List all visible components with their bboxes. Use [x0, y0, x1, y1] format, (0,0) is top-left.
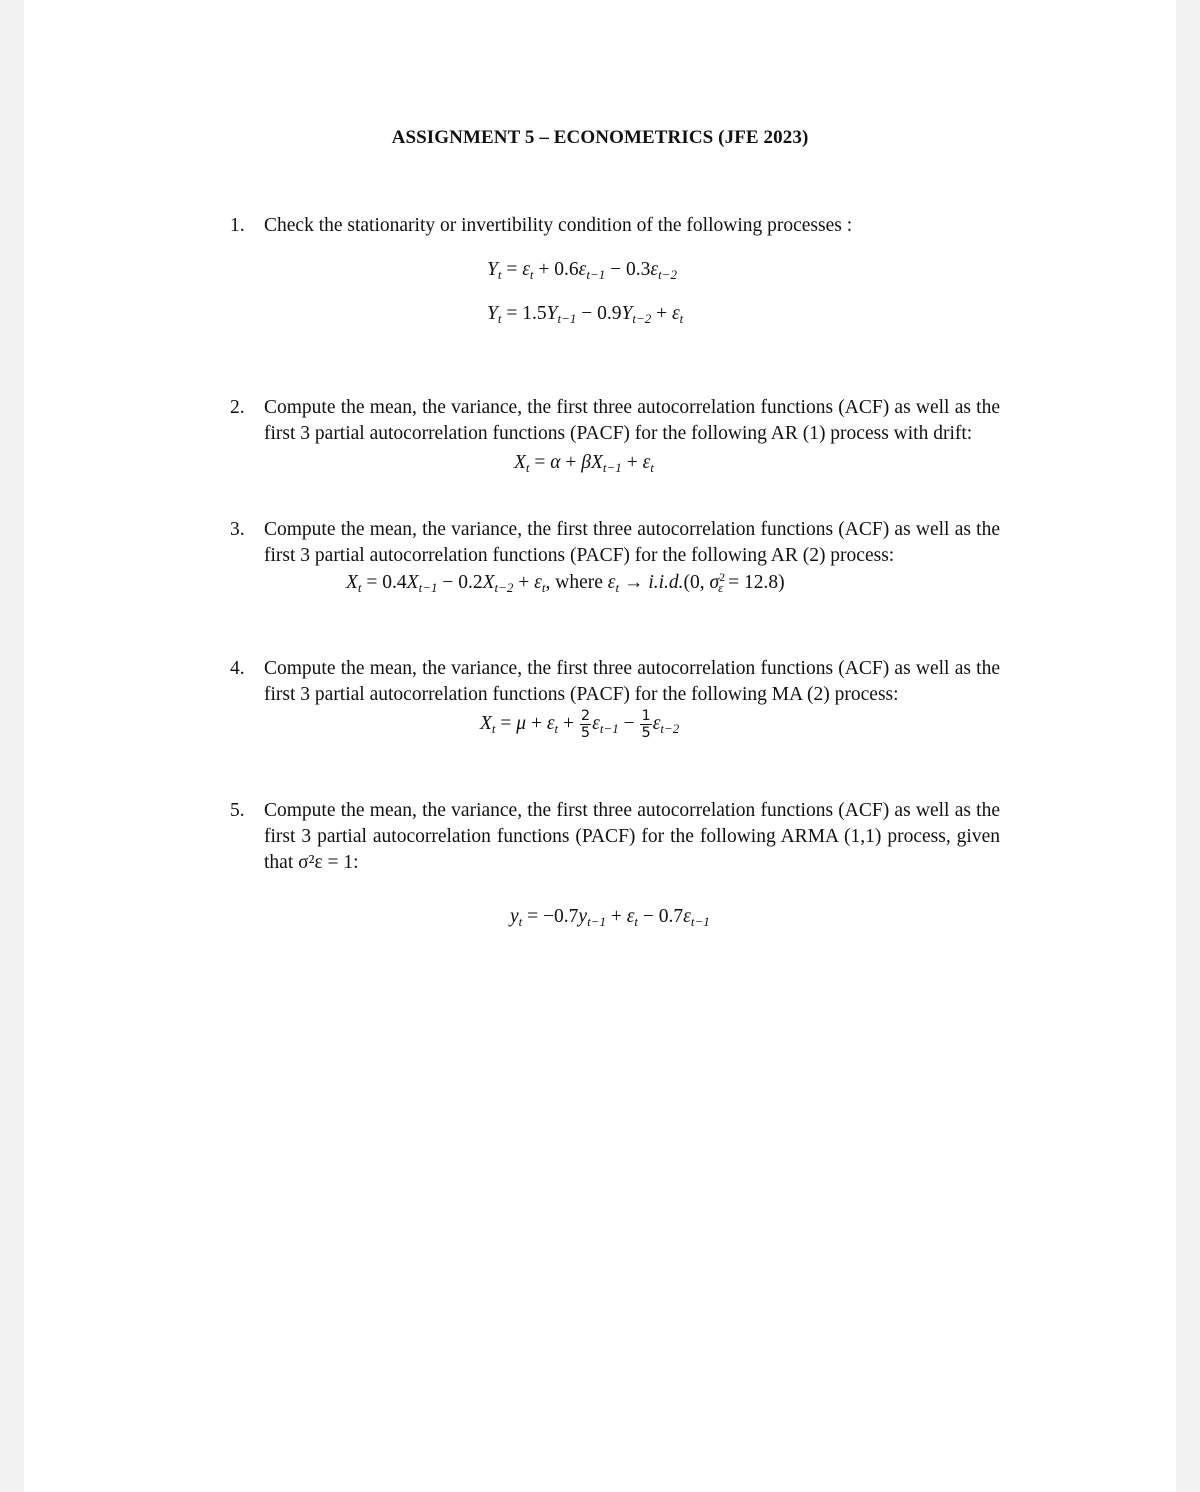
question-5-text: Compute the mean, the variance, the first three autocorrelation functions (ACF) as well as the first 3 partial autocorrelation functions (PACF) for the following ARMA (1,1) process, given that σ²ε = 1:: [264, 800, 1000, 873]
question-number: 3.: [230, 519, 245, 540]
question-text: [264, 798, 1000, 876]
equation-q1b: $Y_t = 1.5Y_{t-1} - 0.9Y_{t-2} + \varepsilon_t$: [487, 303, 684, 326]
question-text: Compute the mean, the variance, the first three autocorrelation functions (ACF) as well as the first 3 partial autocorrelation functions (PACF) for the following AR (2) process:: [264, 519, 1000, 566]
equation-q1a: $Y_t = \varepsilon_t + 0.6\varepsilon_{t-1} - 0.3\varepsilon_{t-2}$: [487, 259, 677, 282]
fraction-two-fifths: $\frac{2}{5}$: [580, 708, 591, 741]
fraction-one-fifth: $\frac{1}{5}$: [641, 708, 651, 741]
equation-q2: $X_t = \alpha + \beta X_{t-1} + \varepsilon_t$: [514, 452, 654, 475]
question-number: 5.: [230, 800, 245, 821]
equation-q5: $y_t = -0.7y_{t-1} + \varepsilon_t - 0.7\varepsilon_{t-1}$: [510, 906, 710, 929]
equation-q4: $X_t = \mu + \varepsilon_t$ + $\frac{2}{5}$ $\varepsilon_{t-1}$ − $\frac{1}{5}$ $\varepsilon_{t-2}$: [480, 708, 680, 741]
question-number: 4.: [230, 658, 245, 679]
question-text: Check the stationarity or invertibility condition of the following processes :: [264, 215, 853, 236]
question-text: Compute the mean, the variance, the first three autocorrelation functions (ACF) as well as the first 3 partial autocorrelation functions (PACF) for the following AR (1) process with drift:: [264, 397, 1000, 444]
question-number: 2.: [230, 397, 245, 418]
question-text: Compute the mean, the variance, the first three autocorrelation functions (ACF) as well as the first 3 partial autocorrelation functions (PACF) for the following MA (2) process:: [264, 658, 1000, 705]
question-number: 1.: [230, 215, 245, 236]
document-page: [24, 0, 1176, 1492]
equation-q3: $X_t = 0.4X_{t-1} - 0.2X_{t-2} + \varepsilon_t$, where $\varepsilon_t \to i.i.d.(0$, $\sigma^2_\varepsilon = 12.8$): [346, 570, 785, 595]
document-title: ASSIGNMENT 5 – ECONOMETRICS (JFE 2023): [391, 127, 809, 148]
